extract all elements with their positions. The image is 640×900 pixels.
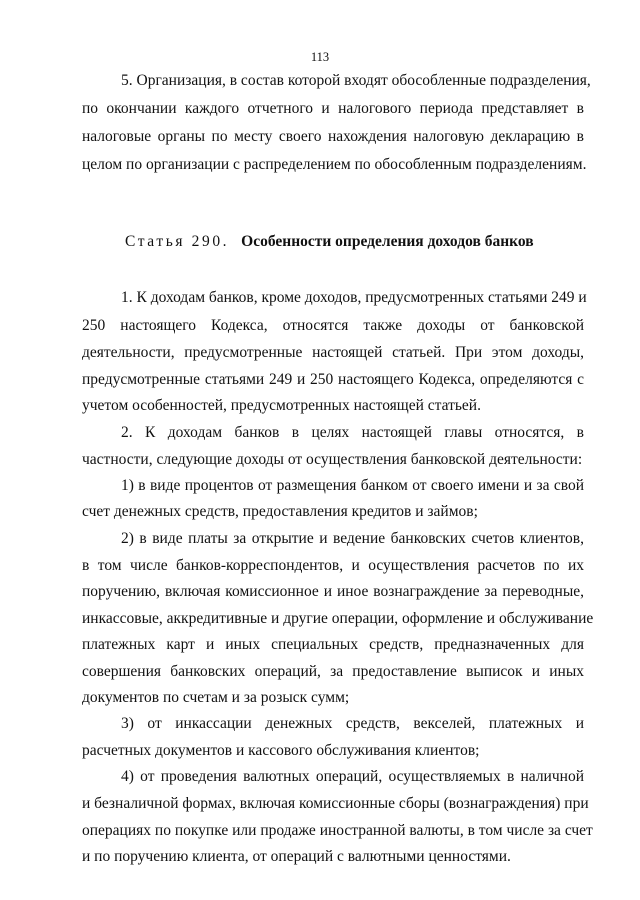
page-number: 113 [310,50,330,64]
text-line: документов по счетам и за розыск сумм; [82,689,350,706]
text-line: и по поручению клиента, от операций с валютными ценностями. [82,848,511,865]
text-line: платежных карт и иных специальных средств, предназначенных для [82,636,584,653]
text-line: 1) в виде процентов от размещения банком от своего имени и за свой [121,477,584,494]
text-line: 3) от инкассации денежных средств, векселей, платежных и [121,715,584,732]
text-line: счет денежных средств, предоставления кредитов и займов; [82,503,478,520]
text-line: учетом особенностей, предусмотренных настоящей статьей. [82,397,481,414]
text-line: деятельности, предусмотренные настоящей статьей. При этом доходы, [82,344,584,361]
article-label: Статья 290. [125,233,230,250]
text-line: совершения банковских операций, за предоставление выписок и иных [82,663,584,680]
text-line: налоговые органы по месту своего нахождения налоговую декларацию в [82,128,584,145]
text-line: предусмотренные статьями 249 и 250 настоящего Кодекса, определяются с [82,371,584,388]
text-line: 2) в виде платы за открытие и ведение банковских счетов клиентов, [121,530,584,547]
text-line: 1. К доходам банков, кроме доходов, предусмотренных статьями 249 и [121,289,587,306]
text-line: 2. К доходам банков в целях настоящей главы относятся, в [121,424,584,441]
text-line: расчетных документов и кассового обслуживания клиентов; [82,742,480,759]
text-line: частности, следующие доходы от осуществления банковской деятельности: [82,451,583,468]
text-line: целом по организации с распределением по обособленным подразделениям. [82,156,587,173]
article-heading [125,232,534,252]
text-line: операциях по покупке или продаже иностранной валюты, в том числе за счет [82,822,593,839]
text-line: 250 настоящего Кодекса, относятся также доходы от банковской [82,317,584,334]
article-title: Особенности определения доходов банков [241,233,534,250]
text-line: по окончании каждого отчетного и налогового периода представляет в [82,100,584,117]
text-line: 5. Организация, в состав которой входят обособленные подразделения, [121,72,591,89]
text-line: в том числе банков-корреспондентов, и осуществления расчетов по их [82,557,584,574]
text-line: инкассовые, аккредитивные и другие операции, оформление и обслуживание [82,610,594,627]
text-line: 4) от проведения валютных операций, осуществляемых в наличной [121,768,584,785]
text-line: поручению, включая комиссионное и иное вознаграждение за переводные, [82,583,584,600]
text-line: и безналичной формах, включая комиссионные сборы (вознаграждения) при [82,795,589,812]
